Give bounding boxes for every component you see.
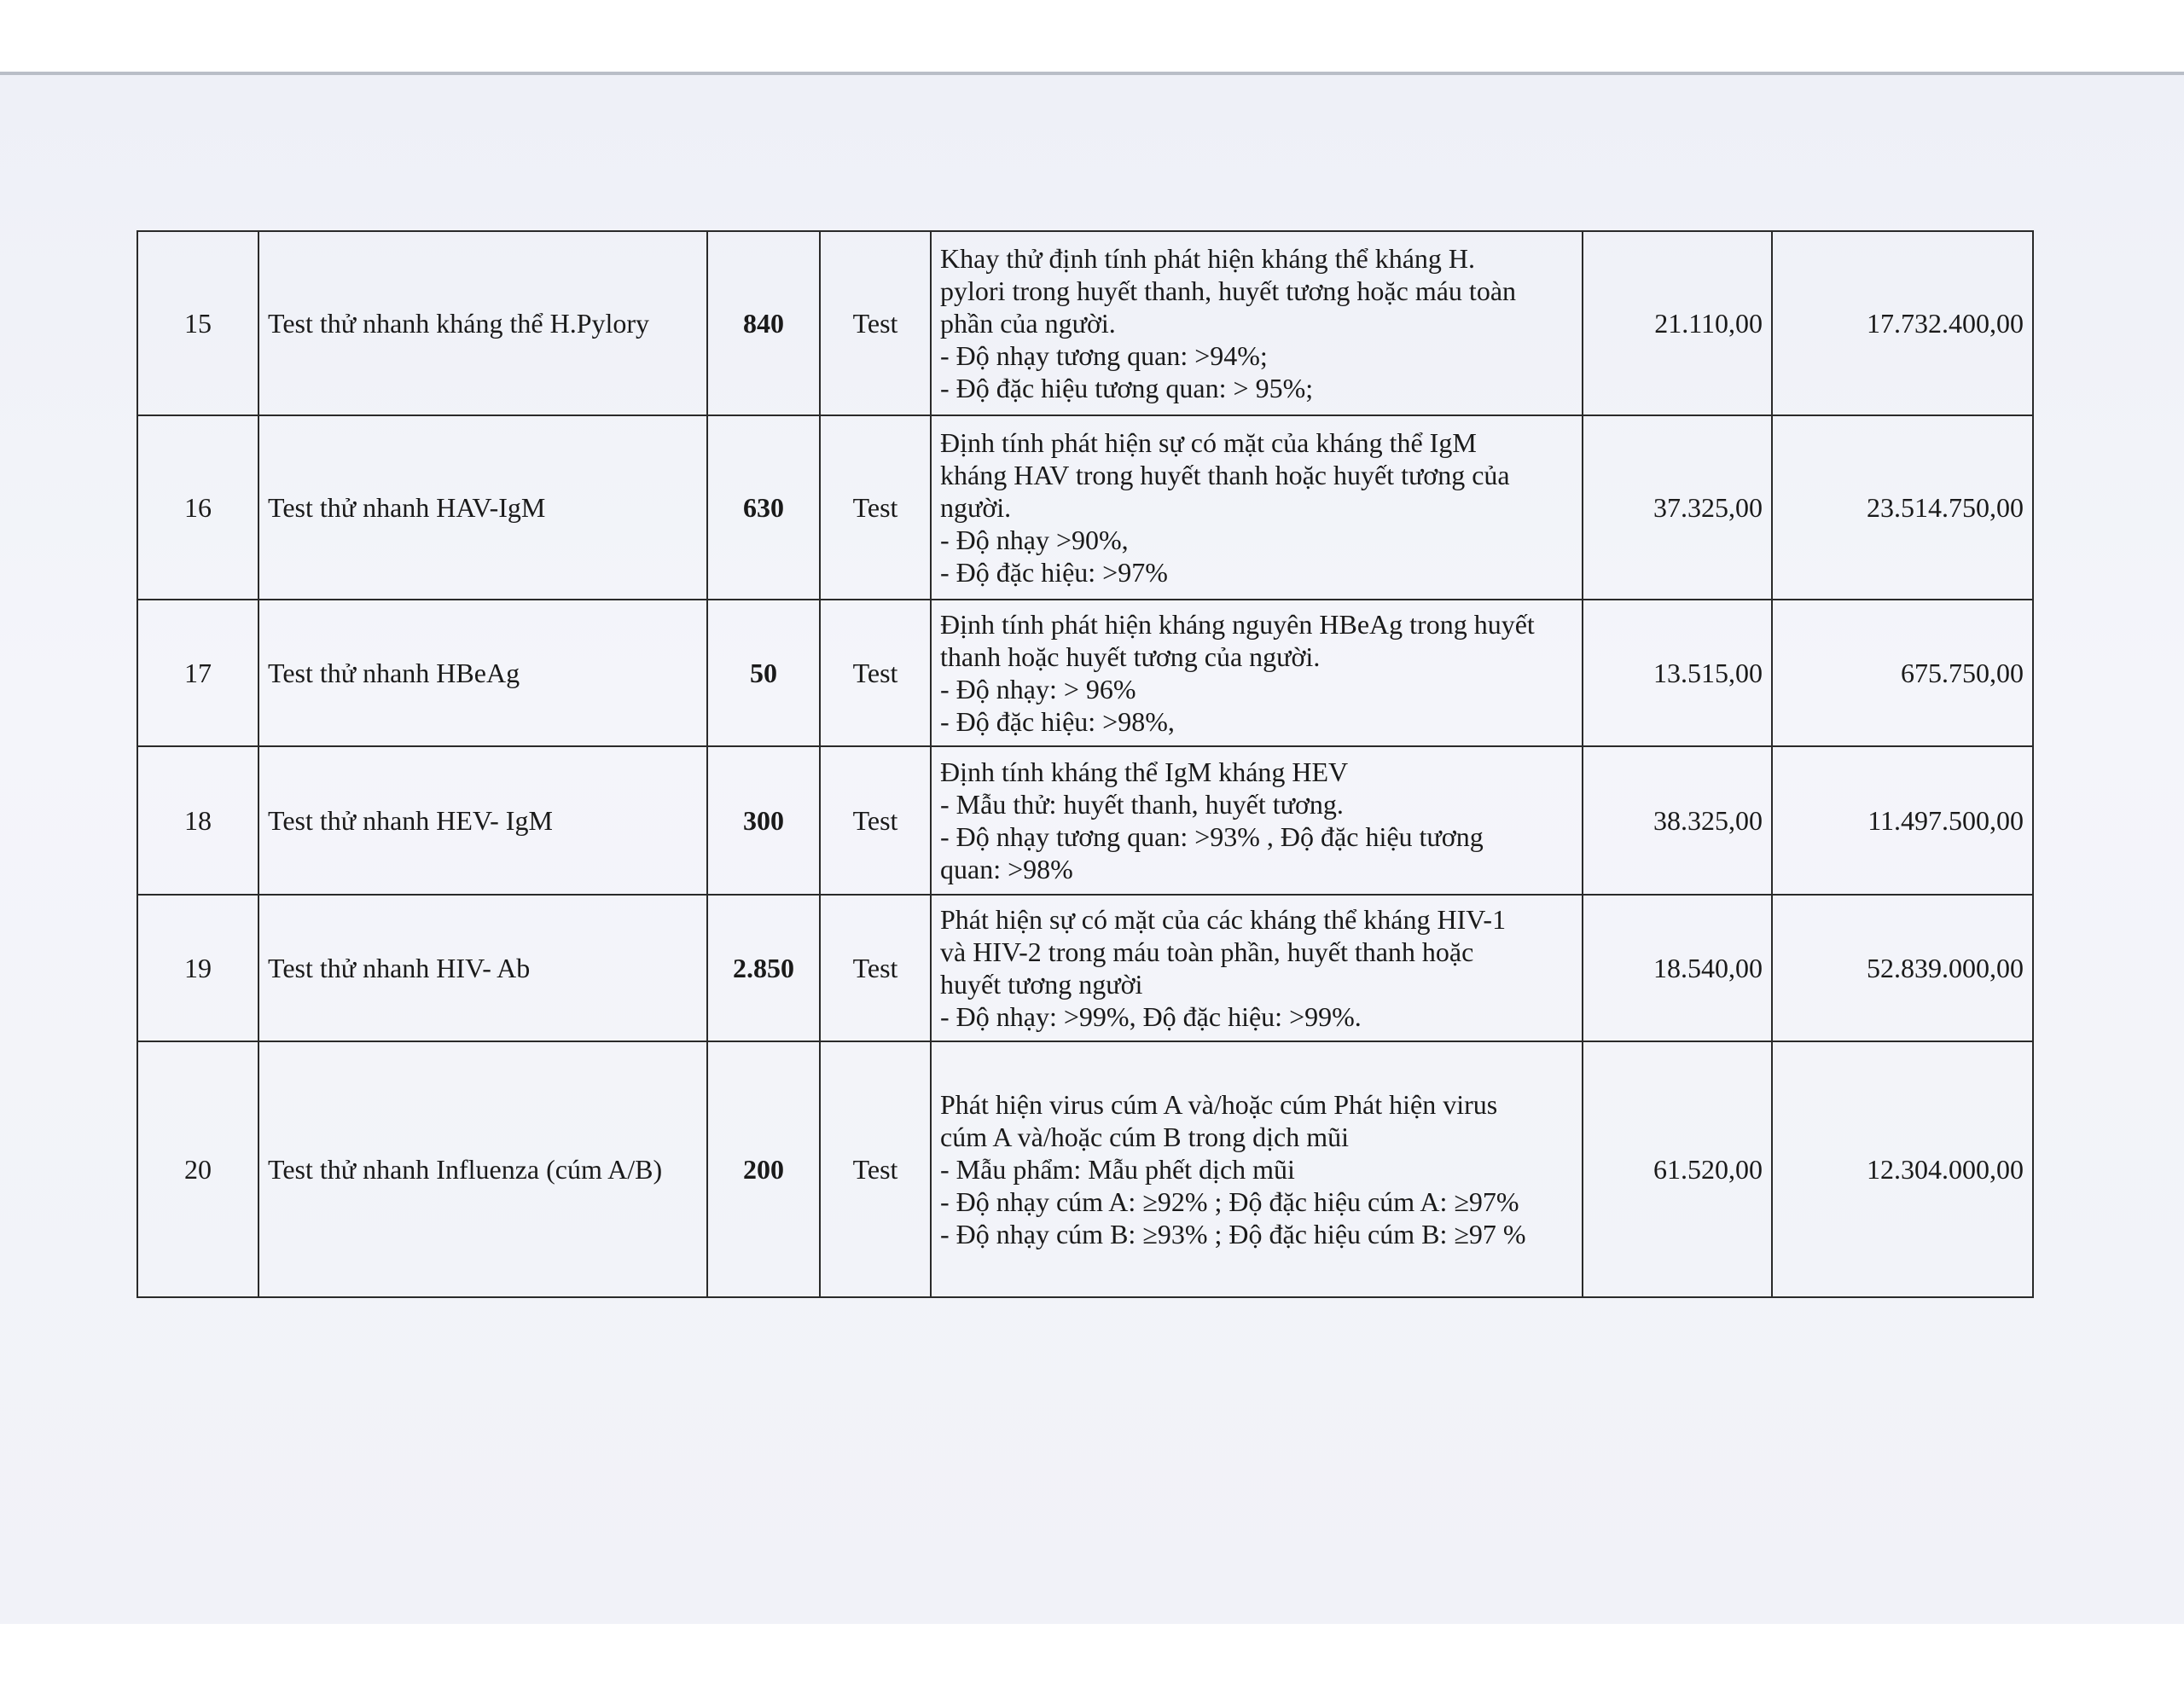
table-row [137,415,2033,600]
row-number: 18 [137,746,258,895]
item-unit: Test [820,231,931,415]
total-amount: 11.497.500,00 [1772,746,2033,895]
description-line: và HIV-2 trong máu toàn phần, huyết thanh hoặc [940,936,1474,967]
row-number: 15 [137,231,258,415]
item-unit: Test [820,600,931,746]
table-row [137,231,2033,415]
total-amount: 52.839.000,00 [1772,895,2033,1041]
item-unit: Test [820,415,931,600]
unit-price: 37.325,00 [1583,415,1772,600]
description-line: thanh hoặc huyết tương của người. [940,641,1321,672]
item-name: Test thử nhanh HBeAg [258,600,707,746]
table-row [137,1041,2033,1297]
total-amount: 17.732.400,00 [1772,231,2033,415]
description-line: Khay thử định tính phát hiện kháng thể kháng H. [940,243,1476,274]
unit-price: 13.515,00 [1583,600,1772,746]
description-line: Phát hiện sự có mặt của các kháng thể kháng HIV-1 [940,904,1507,935]
items-table-body [137,231,2033,1297]
description-line: Phát hiện virus cúm A và/hoặc cúm Phát hiện virus [940,1089,1498,1120]
item-quantity: 840 [707,231,820,415]
item-unit: Test [820,1041,931,1297]
table-row [137,746,2033,895]
unit-price: 61.520,00 [1583,1041,1772,1297]
description-line: - Độ nhạy tương quan: >94%; [940,340,1268,371]
item-description [931,415,1583,600]
description-line: - Độ nhạy: >99%, Độ đặc hiệu: >99%. [940,1001,1362,1032]
item-quantity: 300 [707,746,820,895]
description-line: Định tính phát hiện sự có mặt của kháng thể IgM [940,427,1477,458]
description-line: - Độ đặc hiệu: >97% [940,557,1168,588]
item-description [931,895,1583,1041]
description-line: - Độ đặc hiệu: >98%, [940,706,1175,737]
item-quantity: 200 [707,1041,820,1297]
description-line: - Độ nhạy >90%, [940,525,1129,555]
description-line: quan: >98% [940,854,1073,884]
table-row [137,600,2033,746]
item-unit: Test [820,895,931,1041]
description-line: - Mẫu thử: huyết thanh, huyết tương. [940,789,1344,820]
total-amount: 675.750,00 [1772,600,2033,746]
item-unit: Test [820,746,931,895]
unit-price: 21.110,00 [1583,231,1772,415]
total-amount: 23.514.750,00 [1772,415,2033,600]
item-name: Test thử nhanh kháng thể H.Pylory [258,231,707,415]
scan-top-margin [0,0,2184,72]
item-description [931,600,1583,746]
item-quantity: 630 [707,415,820,600]
row-number: 20 [137,1041,258,1297]
total-amount: 12.304.000,00 [1772,1041,2033,1297]
description-line: huyết tương người [940,969,1143,1000]
item-name: Test thử nhanh HEV- IgM [258,746,707,895]
unit-price: 18.540,00 [1583,895,1772,1041]
description-line: người. [940,492,1012,523]
item-name: Test thử nhanh HIV- Ab [258,895,707,1041]
table-row [137,895,2033,1041]
description-line: Định tính kháng thể IgM kháng HEV [940,757,1349,787]
item-description [931,746,1583,895]
description-line: - Độ đặc hiệu tương quan: > 95%; [940,373,1314,403]
row-number: 19 [137,895,258,1041]
item-description [931,1041,1583,1297]
description-line: - Độ nhạy: > 96% [940,674,1136,704]
description-line: - Độ nhạy cúm A: ≥92% ; Độ đặc hiệu cúm A: ≥97% [940,1186,1519,1217]
item-description [931,231,1583,415]
description-line: - Mẫu phẩm: Mẫu phết dịch mũi [940,1154,1295,1185]
row-number: 17 [137,600,258,746]
item-quantity: 2.850 [707,895,820,1041]
description-line: - Độ nhạy cúm B: ≥93% ; Độ đặc hiệu cúm B: ≥97 % [940,1219,1526,1249]
unit-price: 38.325,00 [1583,746,1772,895]
items-table [136,230,2034,1298]
item-quantity: 50 [707,600,820,746]
item-name: Test thử nhanh Influenza (cúm A/B) [258,1041,707,1297]
description-line: pylori trong huyết thanh, huyết tương hoặc máu toàn [940,275,1517,306]
description-line: - Độ nhạy tương quan: >93% , Độ đặc hiệu tương [940,821,1484,852]
row-number: 16 [137,415,258,600]
description-line: kháng HAV trong huyết thanh hoặc huyết tương của [940,460,1510,490]
description-line: phần của người. [940,308,1116,339]
description-line: Định tính phát hiện kháng nguyên HBeAg trong huyết [940,609,1535,640]
item-name: Test thử nhanh HAV-IgM [258,415,707,600]
scan-bottom-margin [0,1624,2184,1687]
description-line: cúm A và/hoặc cúm B trong dịch mũi [940,1122,1350,1152]
